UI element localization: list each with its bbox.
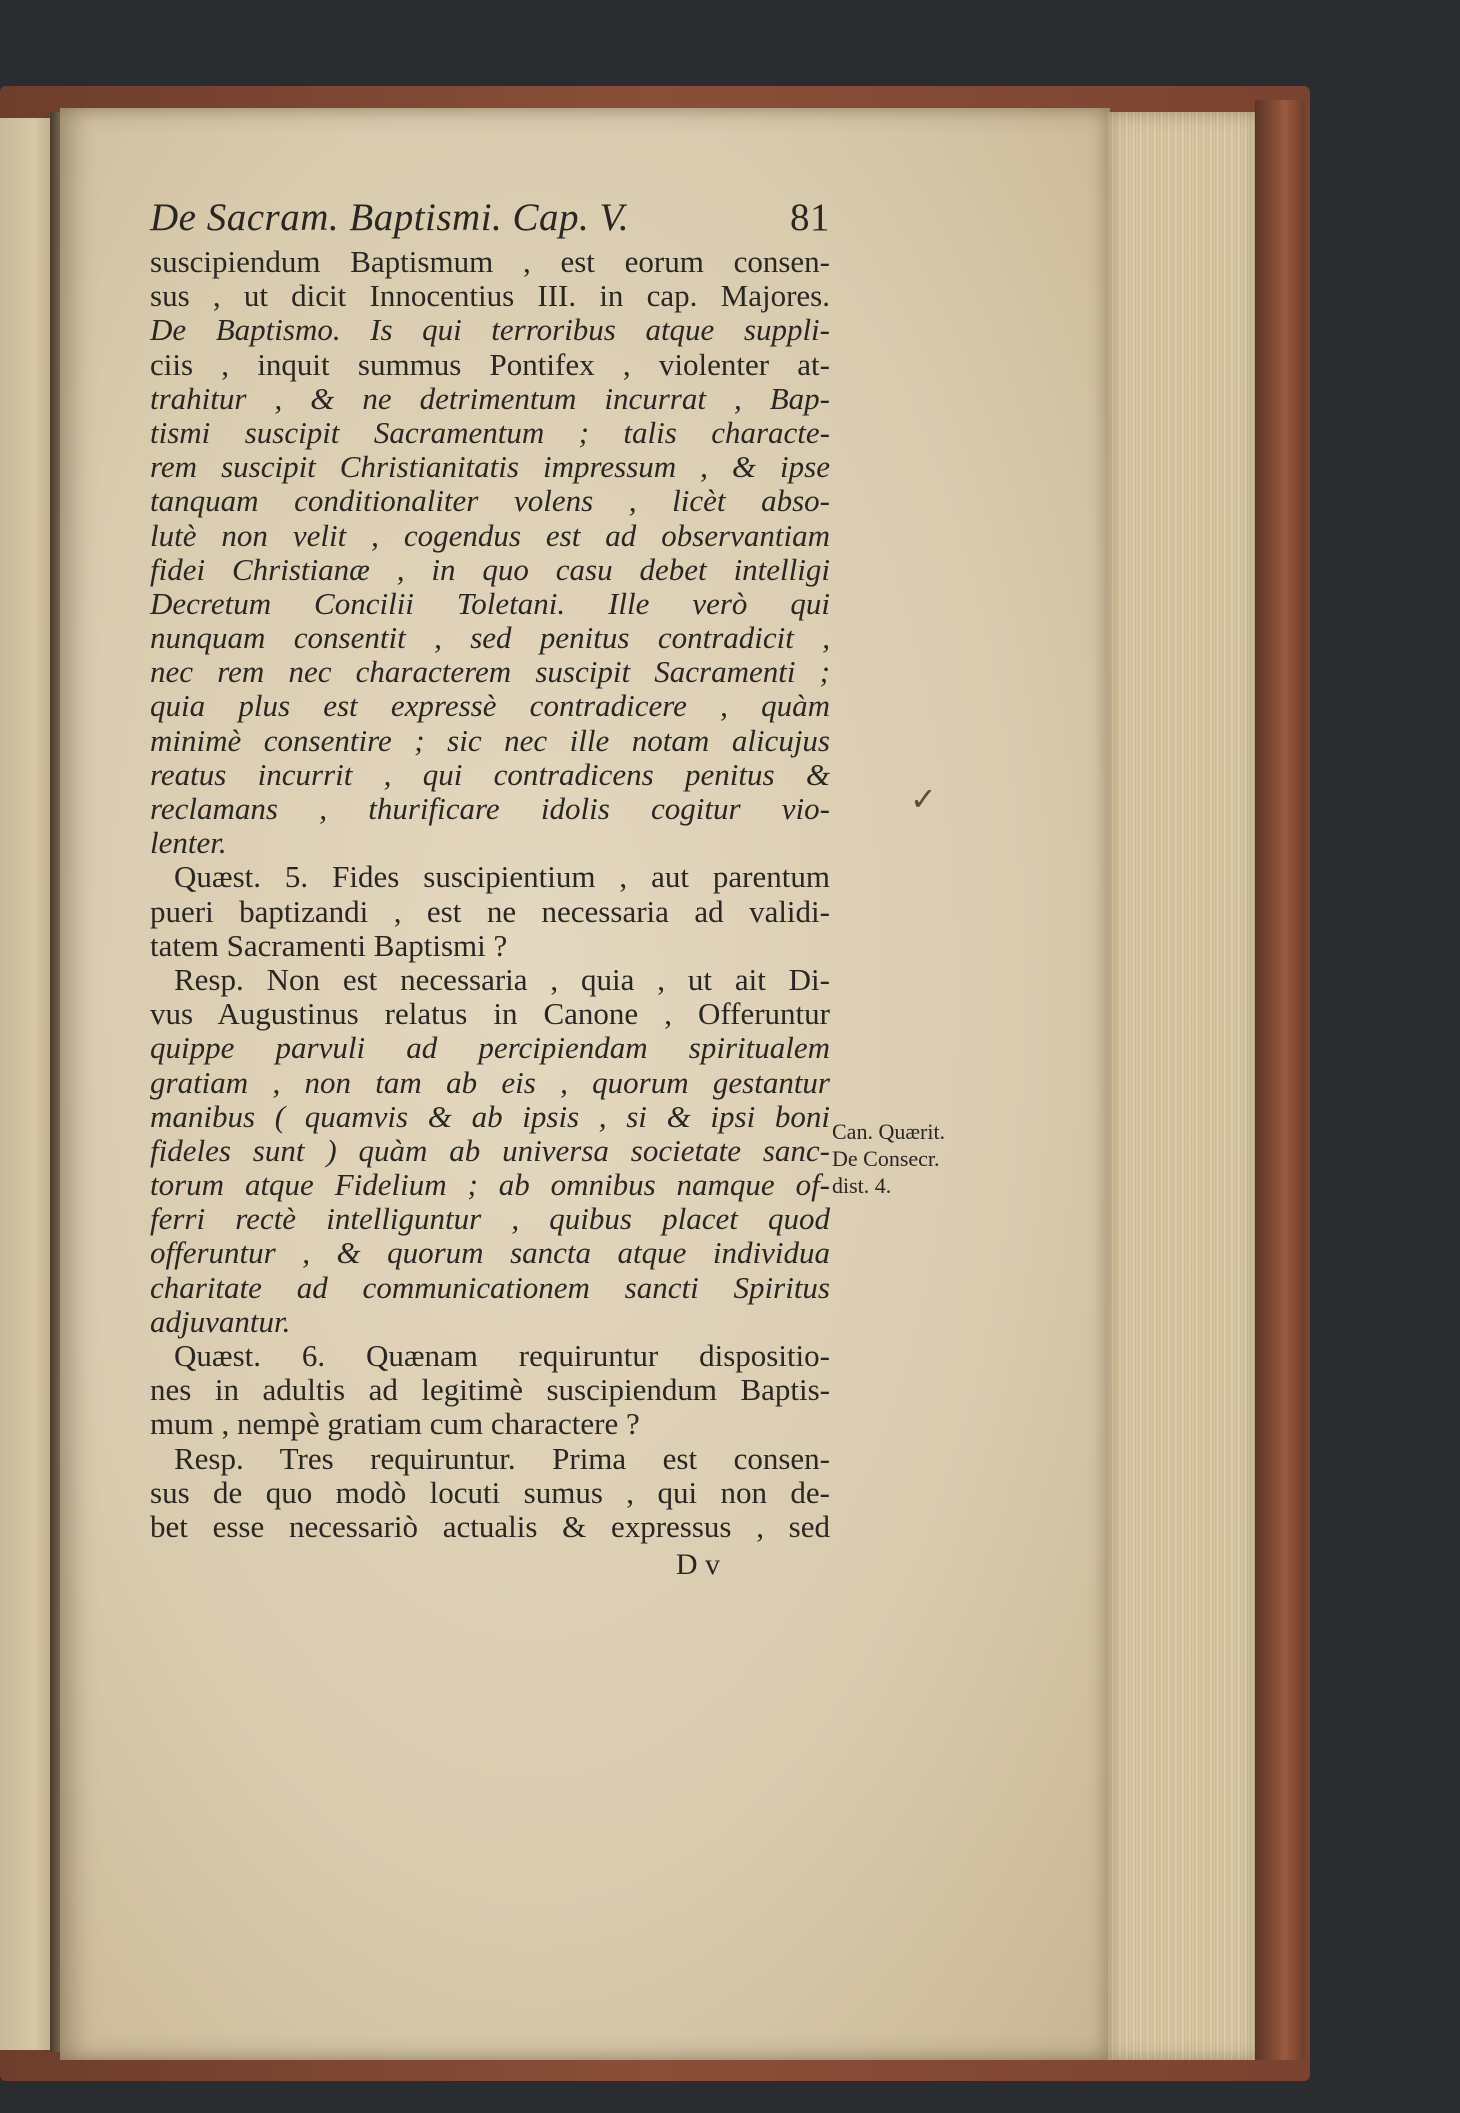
text-line: ciis , inquit summus Pontifex , violenter at- <box>150 346 830 382</box>
text-line: minimè consentire ; sic nec ille notam alicujus <box>150 722 830 758</box>
text-line: pueri baptizandi , est ne necessaria ad validi- <box>150 893 830 929</box>
text-line: offeruntur , & quorum sancta atque individua <box>150 1235 830 1271</box>
text-line: trahitur , & ne detrimentum incurrat , Bap- <box>150 380 830 416</box>
text-line: manibus ( quamvis & ab ipsis , si & ipsi boni <box>150 1098 830 1134</box>
text-line: sus de quo modò locuti sumus , qui non de- <box>150 1474 830 1510</box>
text-line: quippe parvuli ad percipiendam spiritualem <box>150 1030 830 1066</box>
text-line: suscipiendum Baptismum , est eorum consen- <box>150 244 830 279</box>
marginal-check-mark: ✓ <box>910 781 937 817</box>
text-line: rem suscipit Christianitatis impressum , & ipse <box>150 449 830 485</box>
page-number: 81 <box>790 196 830 239</box>
text-line: charitate ad communicationem sancti Spiritus <box>150 1269 830 1305</box>
question-line: Quæst. 5. Fides suscipientium , aut parentum <box>174 859 830 895</box>
question-line: Quæst. 6. Quænam requiruntur dispositio- <box>174 1338 830 1373</box>
text-line: ferri rectè intelliguntur , quibus placet quod <box>150 1201 830 1237</box>
text-line: quia plus est expressè contradicere , quàm <box>150 688 830 724</box>
text-line: adjuvantur. <box>150 1303 291 1339</box>
text-line: torum atque Fidelium ; ab omnibus namque of- <box>150 1167 830 1203</box>
margin-note <box>832 1118 1002 1199</box>
text-line: reatus incurrit , qui contradicens penitus & <box>150 756 830 792</box>
text-line: nes in adultis ad legitimè suscipiendum Baptis- <box>150 1372 830 1408</box>
text-line: fideles sunt ) quàm ab universa societate sanc- <box>150 1132 830 1168</box>
text-line: tatem Sacramenti Baptismi ? <box>150 927 508 963</box>
text-line: gratiam , non tam ab eis , quorum gestantur <box>150 1064 830 1100</box>
text-line: reclamans , thurificare idolis cogitur vio- <box>150 791 830 826</box>
text-line: sus , ut dicit Innocentius III. in cap. Majores. <box>150 278 830 314</box>
page-text-block <box>150 195 830 1582</box>
text-line: vus Augustinus relatus in Canone , Offeruntur <box>150 996 830 1032</box>
text-line: lenter. <box>150 825 227 861</box>
fore-edge-binding <box>1255 100 1305 2060</box>
response-line: Resp. Tres requiruntur. Prima est consen- <box>174 1440 830 1476</box>
text-line: nunquam consentit , sed penitus contradicit , <box>150 620 830 656</box>
response-line: Resp. Non est necessaria , quia , ut ait Di- <box>174 961 830 997</box>
text-line: tismi suscipit Sacramentum ; talis characte- <box>150 414 830 450</box>
margin-note-line: De Consecr. <box>832 1146 940 1171</box>
text-line: De Baptismo. Is qui terroribus atque suppli- <box>150 312 830 348</box>
page-edges <box>1108 112 1258 2060</box>
text-line: lutè non velit , cogendus est ad observantiam <box>150 517 830 553</box>
running-head-title: De Sacram. Baptismi. Cap. V. <box>150 196 630 239</box>
signature-mark: D v <box>675 1548 720 1582</box>
text-line: nec rem nec characterem suscipit Sacramenti ; <box>150 654 830 690</box>
margin-note-line: dist. 4. <box>832 1173 892 1198</box>
text-line: mum , nempè gratiam cum charactere ? <box>150 1406 640 1442</box>
running-head <box>150 195 830 245</box>
text-line: tanquam conditionaliter volens , licèt abso- <box>150 483 830 519</box>
text-line: Decretum Concilii Toletani. Ille verò qui <box>150 585 830 621</box>
margin-note-line: Can. Quærit. <box>832 1119 946 1144</box>
text-line: fidei Christianæ , in quo casu debet intelligi <box>150 551 830 587</box>
text-line: bet esse necessariò actualis & expressus , sed <box>150 1508 830 1544</box>
